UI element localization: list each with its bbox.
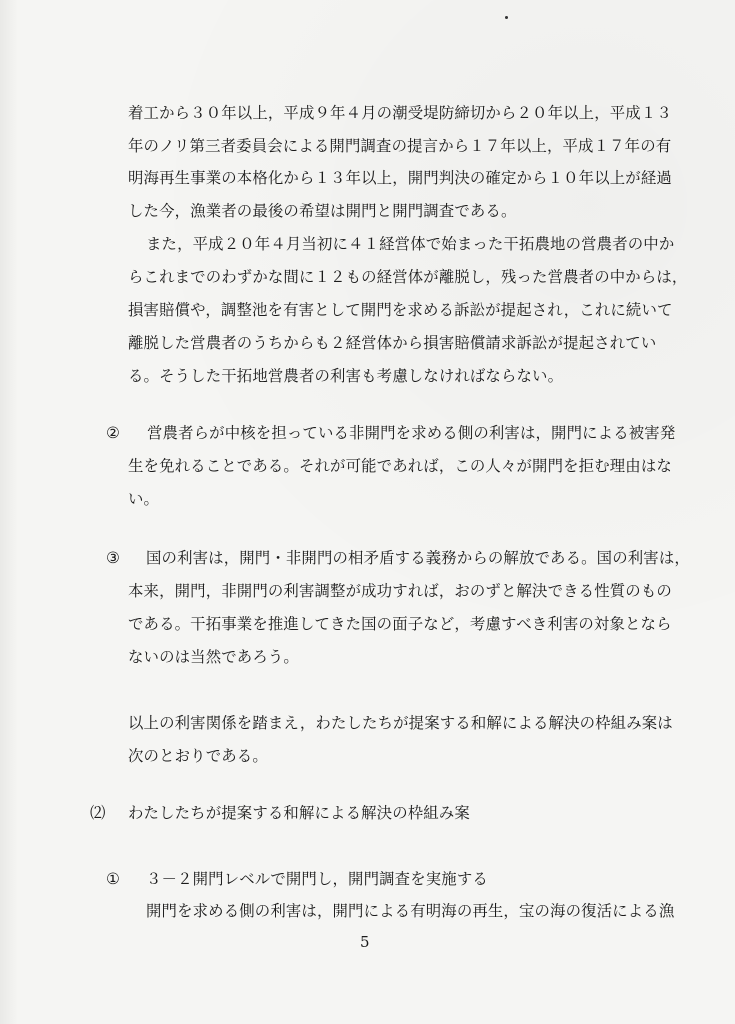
paragraph-2-line-4: 離脱した営農者のうちからも２経営体から損害賠償請求訴訟が提起されてい: [128, 334, 657, 352]
item-3-number: ③: [106, 549, 120, 567]
paragraph-2-line-5: る。そうした干拓地営農者の利害も考慮しなければならない。: [128, 367, 564, 385]
item-2-line-3: い。: [128, 490, 160, 508]
item-1-number: ①: [106, 870, 120, 888]
paragraph-1-line-1: 着工から３０年以上，平成９年４月の潮受堤防締切から２０年以上，平成１３: [128, 104, 672, 122]
page-number: 5: [360, 933, 370, 951]
paragraph-2-line-1: また，平成２０年４月当初に４１経営体で始まった干拓農地の営農者の中か: [146, 235, 675, 253]
item-2-line-1: 営農者らが中核を担っている非開門を求める側の利害は，開門による被害発: [147, 424, 676, 442]
item-2-number: ②: [106, 424, 120, 442]
item-3-line-1: 国の利害は，開門・非開門の相矛盾する義務からの解放である。国の利害は，: [146, 549, 690, 567]
item-3-line-4: ないのは当然であろう。: [128, 648, 299, 666]
item-1-line-1: 開門を求める側の利害は，開門による有明海の再生，宝の海の復活による漁: [146, 902, 675, 920]
paragraph-1-line-4: した今，漁業者の最後の希望は開門と開門調査である。: [128, 202, 517, 220]
section-2-title: わたしたちが提案する和解による解決の枠組み案: [128, 804, 470, 822]
item-3-line-2: 本来，開門，非開門の利害調整が成功すれば，おのずと解決できる性質のもの: [128, 582, 672, 600]
scan-dot: [505, 16, 508, 19]
summary-line-2: 次のとおりである。: [128, 747, 268, 765]
paragraph-2-line-2: らこれまでのわずかな間に１２もの経営体が離脱し，残った営農者の中からは，: [128, 268, 688, 286]
item-2-line-2: 生を免れることである。それが可能であれば，この人々が開門を拒む理由はな: [128, 457, 672, 475]
paragraph-1-line-2: 年のノリ第三者委員会による開門調査の提言から１７年以上，平成１７年の有: [128, 137, 672, 155]
summary-line-1: 以上の利害関係を踏まえ，わたしたちが提案する和解による解決の枠組み案は: [128, 714, 673, 732]
section-2-number: ⑵: [90, 804, 106, 822]
paragraph-2-line-3: 損害賠償や，調整池を有害として開門を求める訴訟が提起され，これに続いて: [128, 301, 673, 319]
paragraph-1-line-3: 明海再生事業の本格化から１３年以上，開門判決の確定から１０年以上が経過: [128, 169, 672, 187]
item-1-title: ３－２開門レベルで開門し，開門調査を実施する: [146, 870, 488, 888]
item-3-line-3: である。干拓事業を推進してきた国の面子など，考慮すべき利害の対象となら: [128, 615, 672, 633]
